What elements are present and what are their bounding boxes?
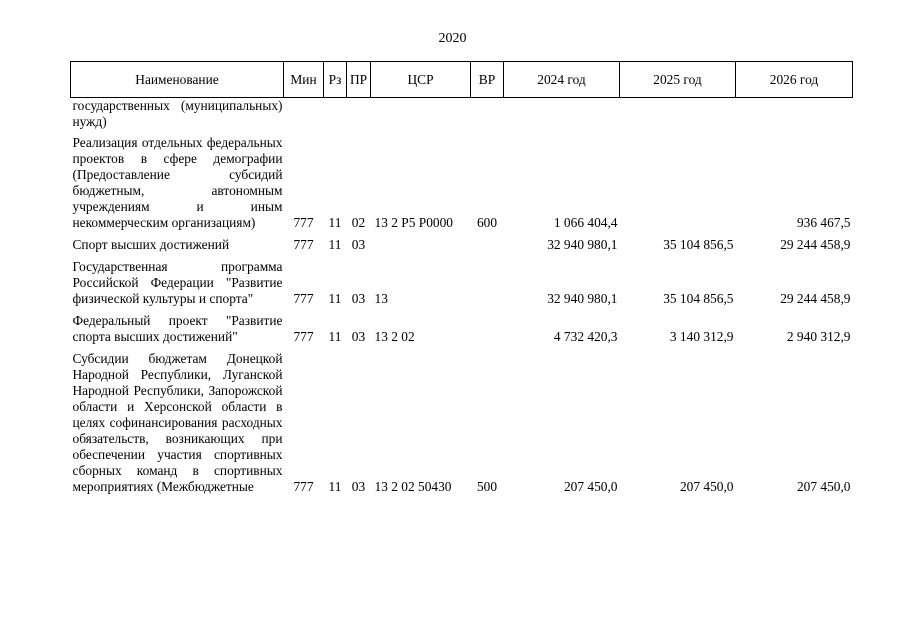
- row-2024: 32 940 980,1: [547, 237, 618, 252]
- row-2025: [620, 135, 736, 237]
- page-number: 2020: [438, 31, 467, 46]
- row-vr: [471, 259, 504, 313]
- row-2026: 2 940 312,9: [786, 329, 851, 344]
- header-vr: ВР: [471, 62, 504, 98]
- row-2026: 29 244 458,9: [780, 291, 851, 306]
- row-name: Спорт высших достижений: [72, 237, 230, 252]
- header-csr: ЦСР: [371, 62, 471, 98]
- row-2024: [504, 98, 620, 136]
- row-2026: 936 467,5: [796, 215, 851, 230]
- row-vr: 500: [476, 479, 498, 494]
- row-2025: 3 140 312,9: [669, 329, 734, 344]
- budget-table: [70, 61, 853, 501]
- row-name: Субсидии бюджетам Донецкой Народной Республики, Луганской Народной Республики, Запорожской области и Херсонской области в целях софинансирования расходных обязательств, возникающих при обеспечении участия спортивных сборных команд в спортивных мероприятиях (Межбюджетные: [72, 351, 283, 494]
- row-2026: 207 450,0: [796, 479, 851, 494]
- row-csr: [371, 237, 471, 259]
- row-min: 777: [293, 215, 314, 230]
- row-2024: 4 732 420,3: [553, 329, 618, 344]
- row-2024: 207 450,0: [563, 479, 618, 494]
- row-vr: [471, 237, 504, 259]
- row-min: 777: [293, 237, 314, 252]
- header-min: Мин: [284, 62, 324, 98]
- header-name: Наименование: [71, 62, 284, 98]
- row-min: 777: [293, 479, 314, 494]
- row-min: [284, 98, 324, 136]
- header-rz: Рз: [324, 62, 347, 98]
- row-vr: 600: [476, 215, 498, 230]
- header-2025: 2025 год: [620, 62, 736, 98]
- row-csr: 13 2 02 50430: [374, 479, 452, 494]
- row-vr: [471, 313, 504, 351]
- row-csr: 13: [374, 291, 388, 306]
- row-rz: 11: [328, 291, 342, 306]
- row-name: Федеральный проект "Развитие спорта высших достижений": [72, 313, 283, 344]
- header-2026: 2026 год: [736, 62, 853, 98]
- row-name: Реализация отдельных федеральных проектов в сфере демографии (Предоставление субсидий бюджетным, автономным учреждениям и иным некоммерческим организациям): [72, 135, 283, 230]
- row-csr: 13 2 02: [374, 329, 415, 344]
- table-row: [71, 135, 853, 237]
- table-row: [71, 98, 853, 136]
- table-row: [71, 259, 853, 313]
- row-pr: 03: [351, 329, 366, 344]
- table-row: [71, 313, 853, 351]
- row-name: государственных (муниципальных) нужд): [72, 98, 283, 129]
- row-2025: 35 104 856,5: [663, 291, 734, 306]
- row-2025: [620, 98, 736, 136]
- row-2026: 29 244 458,9: [780, 237, 851, 252]
- row-rz: 11: [328, 215, 342, 230]
- row-rz: 11: [328, 479, 342, 494]
- row-vr: [471, 98, 504, 136]
- row-name: Государственная программа Российской Федерации "Развитие физической культуры и спорта": [72, 259, 283, 306]
- row-csr: [371, 98, 471, 136]
- row-min: 777: [293, 291, 314, 306]
- row-min: 777: [293, 329, 314, 344]
- row-pr: 03: [351, 479, 366, 494]
- row-rz: 11: [328, 237, 342, 252]
- row-csr: 13 2 Р5 Р0000: [374, 215, 453, 230]
- row-2026: [736, 98, 853, 136]
- row-pr: 03: [351, 237, 366, 252]
- row-pr: 03: [351, 291, 366, 306]
- header-2024: 2024 год: [504, 62, 620, 98]
- row-2024: 1 066 404,4: [553, 215, 618, 230]
- row-2025: 35 104 856,5: [663, 237, 734, 252]
- row-2024: 32 940 980,1: [547, 291, 618, 306]
- row-pr: [347, 98, 371, 136]
- row-2025: 207 450,0: [679, 479, 734, 494]
- table-header-row: [71, 62, 853, 98]
- row-pr: 02: [351, 215, 366, 230]
- header-pr: ПР: [347, 62, 371, 98]
- table-row: [71, 237, 853, 259]
- row-rz: 11: [328, 329, 342, 344]
- table-row: [71, 351, 853, 501]
- row-rz: [324, 98, 347, 136]
